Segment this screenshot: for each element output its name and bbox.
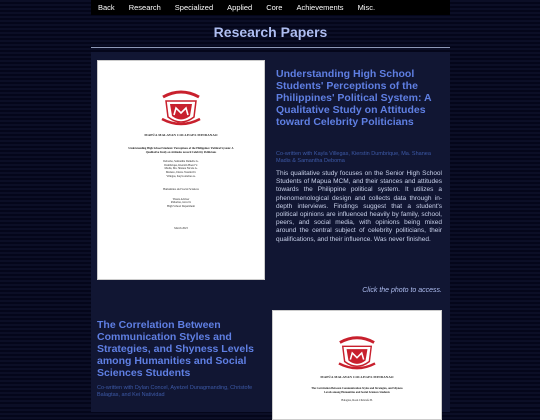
thumb-adviser: Pallorina, Jerra D. (170, 201, 192, 205)
thumb-author-line: Mutiero, Durzo Vassilei D. (165, 170, 197, 174)
thumb-adviser-label: Thesis Adviser (172, 197, 190, 201)
thumb-title-line: Levels among Humanities and Social Sciences Students (324, 390, 390, 394)
nav-achievements[interactable]: Achievements (296, 3, 344, 12)
thumb-school-name: MAPÚA MALAYAN COLLEGES MINDANAO (320, 375, 394, 379)
paper-1-title: Understanding High School Students' Perceptions of the Philippines' Political System: A Qualitative Study on Attitudes toward Celebrity Politicians (276, 68, 432, 128)
paper-2-authors: Co-written with Dylan Concel, Ayetzel Dunagmanding, Christofe Balagtas, and Kei Natividad (97, 385, 253, 398)
thumb-title-line: Qualitative Study on Attitudes toward Celebrity Politicians (145, 150, 217, 154)
nav-research[interactable]: Research (128, 3, 161, 12)
thumb-author-line: Deboma, Samantha Danielle G. (163, 160, 199, 164)
nav-core[interactable]: Core (266, 3, 283, 12)
thumb-author-line: Villegas, Kayla Andrea A. (166, 174, 196, 178)
page-title: Research Papers (213, 24, 328, 40)
paper-2-title: The Correlation Between Communication Styles and Strategies, and Shyness Levels among Humanities and Social Sciences Students (97, 319, 254, 379)
nav-specialized[interactable]: Specialized (174, 3, 214, 12)
top-nav-bar (91, 0, 450, 15)
paper-1-description: This qualitative study focuses on the Senior High School Students of Mapua MCM, and their stances and attitudes towards the Philippine political system. It utilizes a phenomenological design and collects data through in-depth interviews. Findings suggest that a student's political opinions are influenced heavily by family, school, peers, and social media, with opinions being mixed around the central subject of celebrity politicians, their qualifications, and their influence. Was never finished. (276, 170, 442, 243)
thumb-strand: Humanities and Social Sciences (163, 188, 199, 192)
thumb-author-line: Dumbrique, Kierstin Hazel V. (164, 163, 198, 167)
papers-panel (91, 52, 450, 412)
thumb-title-line: The Correlation Between Communication Styles and Strategies, and Shyness (311, 387, 403, 390)
thumb-department: High School Department (167, 204, 195, 208)
paper-1-authors: Co-written with Kayla Villegas, Kierstin Dumbrique, Ma. Shanea Madis & Samantha Deboma (276, 151, 431, 164)
nav-applied[interactable]: Applied (227, 3, 253, 12)
click-photo-note: Click the photo to access. (362, 287, 442, 294)
thumb-author-line: Madis, Ma. Shanea Nicole A. (164, 167, 198, 171)
thumb-author-line: Balagtas, Roan Christofe B. (341, 399, 373, 403)
nav-back[interactable]: Back (98, 3, 115, 12)
paper-2-thumbnail[interactable] (272, 310, 442, 420)
paper-1-thumbnail[interactable] (97, 60, 265, 280)
thumb-date: March 2023 (174, 226, 188, 230)
nav-misc[interactable]: Misc. (357, 3, 376, 12)
title-divider (91, 47, 450, 48)
school-logo-icon (337, 333, 377, 371)
thumb-school-name: MAPÚA MALAYAN COLLEGES MINDANAO (144, 133, 218, 137)
thumb-title-line: Understanding High School Students' Perceptions of the Philippines' Political System: A (128, 147, 234, 150)
school-logo-icon (160, 87, 202, 127)
